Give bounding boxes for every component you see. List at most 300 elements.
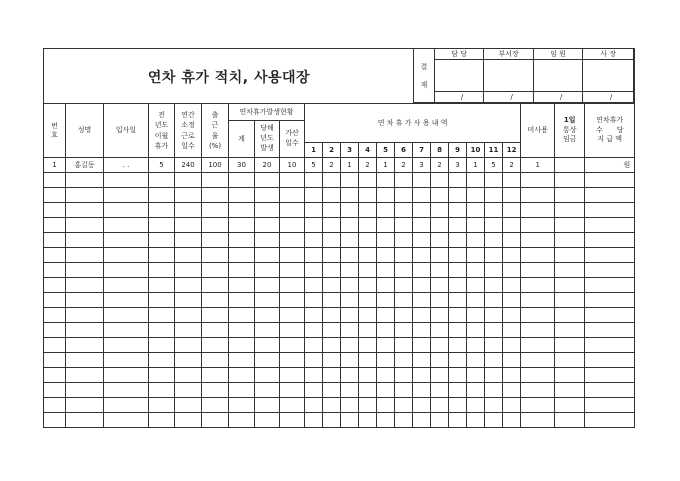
empty-cell[interactable]: [413, 263, 431, 278]
empty-cell[interactable]: [555, 308, 585, 323]
cell-month[interactable]: 2: [323, 158, 341, 173]
empty-cell[interactable]: [449, 413, 467, 428]
table-row[interactable]: [44, 293, 635, 308]
empty-cell[interactable]: [104, 218, 149, 233]
empty-cell[interactable]: [413, 338, 431, 353]
empty-cell[interactable]: [377, 278, 395, 293]
table-row[interactable]: [44, 188, 635, 203]
empty-cell[interactable]: [395, 413, 413, 428]
empty-cell[interactable]: [305, 383, 323, 398]
empty-cell[interactable]: [521, 308, 555, 323]
empty-cell[interactable]: [66, 398, 104, 413]
empty-cell[interactable]: [485, 233, 503, 248]
empty-cell[interactable]: [280, 248, 305, 263]
empty-cell[interactable]: [503, 368, 521, 383]
empty-cell[interactable]: [202, 278, 229, 293]
empty-cell[interactable]: [555, 338, 585, 353]
empty-cell[interactable]: [585, 188, 635, 203]
cell-month[interactable]: 1: [377, 158, 395, 173]
empty-cell[interactable]: [202, 218, 229, 233]
empty-cell[interactable]: [485, 263, 503, 278]
empty-cell[interactable]: [323, 263, 341, 278]
cell-daily-wage[interactable]: [555, 158, 585, 173]
empty-cell[interactable]: [44, 383, 66, 398]
empty-cell[interactable]: [555, 248, 585, 263]
empty-cell[interactable]: [305, 368, 323, 383]
empty-cell[interactable]: [449, 248, 467, 263]
empty-cell[interactable]: [377, 188, 395, 203]
table-row[interactable]: [44, 323, 635, 338]
empty-cell[interactable]: [377, 248, 395, 263]
empty-cell[interactable]: [255, 368, 280, 383]
empty-cell[interactable]: [323, 293, 341, 308]
empty-cell[interactable]: [555, 293, 585, 308]
empty-cell[interactable]: [305, 353, 323, 368]
empty-cell[interactable]: [485, 308, 503, 323]
cell-attendance[interactable]: 100: [202, 158, 229, 173]
empty-cell[interactable]: [503, 218, 521, 233]
empty-cell[interactable]: [229, 368, 255, 383]
empty-cell[interactable]: [255, 263, 280, 278]
empty-cell[interactable]: [202, 173, 229, 188]
empty-cell[interactable]: [359, 188, 377, 203]
empty-cell[interactable]: [66, 233, 104, 248]
empty-cell[interactable]: [341, 308, 359, 323]
empty-cell[interactable]: [395, 338, 413, 353]
empty-cell[interactable]: [431, 218, 449, 233]
empty-cell[interactable]: [413, 248, 431, 263]
empty-cell[interactable]: [449, 173, 467, 188]
empty-cell[interactable]: [431, 248, 449, 263]
empty-cell[interactable]: [377, 413, 395, 428]
empty-cell[interactable]: [359, 248, 377, 263]
empty-cell[interactable]: [555, 398, 585, 413]
empty-cell[interactable]: [149, 323, 175, 338]
empty-cell[interactable]: [255, 278, 280, 293]
empty-cell[interactable]: [467, 398, 485, 413]
empty-cell[interactable]: [229, 203, 255, 218]
empty-cell[interactable]: [280, 368, 305, 383]
empty-cell[interactable]: [229, 218, 255, 233]
empty-cell[interactable]: [521, 218, 555, 233]
empty-cell[interactable]: [44, 173, 66, 188]
empty-cell[interactable]: [229, 293, 255, 308]
cell-month[interactable]: 1: [341, 158, 359, 173]
empty-cell[interactable]: [377, 338, 395, 353]
empty-cell[interactable]: [149, 308, 175, 323]
empty-cell[interactable]: [485, 248, 503, 263]
empty-cell[interactable]: [305, 338, 323, 353]
empty-cell[interactable]: [229, 278, 255, 293]
empty-cell[interactable]: [503, 308, 521, 323]
empty-cell[interactable]: [449, 293, 467, 308]
empty-cell[interactable]: [485, 338, 503, 353]
empty-cell[interactable]: [255, 398, 280, 413]
empty-cell[interactable]: [431, 413, 449, 428]
empty-cell[interactable]: [431, 203, 449, 218]
empty-cell[interactable]: [104, 323, 149, 338]
empty-cell[interactable]: [104, 278, 149, 293]
empty-cell[interactable]: [395, 383, 413, 398]
table-row[interactable]: [44, 218, 635, 233]
empty-cell[interactable]: [44, 308, 66, 323]
empty-cell[interactable]: [359, 263, 377, 278]
empty-cell[interactable]: [280, 308, 305, 323]
empty-cell[interactable]: [104, 398, 149, 413]
empty-cell[interactable]: [341, 263, 359, 278]
empty-cell[interactable]: [305, 413, 323, 428]
empty-cell[interactable]: [359, 368, 377, 383]
empty-cell[interactable]: [555, 218, 585, 233]
empty-cell[interactable]: [585, 278, 635, 293]
empty-cell[interactable]: [280, 278, 305, 293]
empty-cell[interactable]: [359, 413, 377, 428]
empty-cell[interactable]: [202, 263, 229, 278]
empty-cell[interactable]: [485, 368, 503, 383]
empty-cell[interactable]: [467, 368, 485, 383]
empty-cell[interactable]: [377, 173, 395, 188]
cell-prev-year[interactable]: 5: [149, 158, 175, 173]
empty-cell[interactable]: [323, 338, 341, 353]
empty-cell[interactable]: [555, 278, 585, 293]
empty-cell[interactable]: [467, 323, 485, 338]
cell-month[interactable]: 2: [359, 158, 377, 173]
empty-cell[interactable]: [585, 293, 635, 308]
cell-month[interactable]: 5: [485, 158, 503, 173]
empty-cell[interactable]: [229, 173, 255, 188]
empty-cell[interactable]: [585, 248, 635, 263]
empty-cell[interactable]: [485, 323, 503, 338]
empty-cell[interactable]: [341, 173, 359, 188]
empty-cell[interactable]: [449, 398, 467, 413]
empty-cell[interactable]: [202, 338, 229, 353]
empty-cell[interactable]: [521, 398, 555, 413]
empty-cell[interactable]: [323, 353, 341, 368]
empty-cell[interactable]: [202, 293, 229, 308]
empty-cell[interactable]: [431, 293, 449, 308]
empty-cell[interactable]: [431, 233, 449, 248]
empty-cell[interactable]: [229, 308, 255, 323]
empty-cell[interactable]: [431, 173, 449, 188]
empty-cell[interactable]: [485, 188, 503, 203]
empty-cell[interactable]: [104, 203, 149, 218]
empty-cell[interactable]: [555, 188, 585, 203]
empty-cell[interactable]: [585, 323, 635, 338]
empty-cell[interactable]: [359, 353, 377, 368]
empty-cell[interactable]: [359, 338, 377, 353]
empty-cell[interactable]: [359, 173, 377, 188]
table-row[interactable]: [44, 278, 635, 293]
empty-cell[interactable]: [555, 353, 585, 368]
empty-cell[interactable]: [255, 188, 280, 203]
empty-cell[interactable]: [149, 218, 175, 233]
empty-cell[interactable]: [431, 338, 449, 353]
empty-cell[interactable]: [341, 353, 359, 368]
empty-cell[interactable]: [280, 188, 305, 203]
empty-cell[interactable]: [467, 218, 485, 233]
empty-cell[interactable]: [377, 263, 395, 278]
empty-cell[interactable]: [149, 233, 175, 248]
empty-cell[interactable]: [503, 413, 521, 428]
empty-cell[interactable]: [485, 413, 503, 428]
empty-cell[interactable]: [395, 218, 413, 233]
empty-cell[interactable]: [395, 233, 413, 248]
empty-cell[interactable]: [555, 173, 585, 188]
empty-cell[interactable]: [175, 263, 202, 278]
empty-cell[interactable]: [149, 383, 175, 398]
empty-cell[interactable]: [305, 188, 323, 203]
empty-cell[interactable]: [359, 293, 377, 308]
empty-cell[interactable]: [229, 353, 255, 368]
signature-cell[interactable]: [583, 60, 634, 92]
empty-cell[interactable]: [555, 263, 585, 278]
empty-cell[interactable]: [255, 383, 280, 398]
empty-cell[interactable]: [255, 413, 280, 428]
empty-cell[interactable]: [229, 323, 255, 338]
empty-cell[interactable]: [280, 173, 305, 188]
empty-cell[interactable]: [255, 323, 280, 338]
empty-cell[interactable]: [44, 338, 66, 353]
empty-cell[interactable]: [44, 233, 66, 248]
empty-cell[interactable]: [555, 368, 585, 383]
table-row[interactable]: [44, 263, 635, 278]
empty-cell[interactable]: [66, 173, 104, 188]
empty-cell[interactable]: [503, 383, 521, 398]
empty-cell[interactable]: [585, 383, 635, 398]
empty-cell[interactable]: [341, 278, 359, 293]
empty-cell[interactable]: [431, 323, 449, 338]
empty-cell[interactable]: [341, 398, 359, 413]
empty-cell[interactable]: [202, 383, 229, 398]
empty-cell[interactable]: [431, 398, 449, 413]
cell-occ-total[interactable]: 30: [229, 158, 255, 173]
empty-cell[interactable]: [341, 293, 359, 308]
empty-cell[interactable]: [503, 263, 521, 278]
empty-cell[interactable]: [44, 248, 66, 263]
empty-cell[interactable]: [255, 353, 280, 368]
table-row[interactable]: [44, 158, 635, 173]
table-row[interactable]: [44, 353, 635, 368]
empty-cell[interactable]: [413, 233, 431, 248]
empty-cell[interactable]: [521, 323, 555, 338]
empty-cell[interactable]: [395, 368, 413, 383]
signature-cell[interactable]: [434, 60, 484, 92]
empty-cell[interactable]: [467, 308, 485, 323]
empty-cell[interactable]: [66, 218, 104, 233]
empty-cell[interactable]: [149, 338, 175, 353]
empty-cell[interactable]: [467, 338, 485, 353]
cell-month[interactable]: 2: [503, 158, 521, 173]
empty-cell[interactable]: [555, 233, 585, 248]
empty-cell[interactable]: [431, 383, 449, 398]
empty-cell[interactable]: [175, 323, 202, 338]
empty-cell[interactable]: [377, 203, 395, 218]
table-row[interactable]: [44, 233, 635, 248]
sign-date-cell[interactable]: /: [583, 92, 634, 103]
empty-cell[interactable]: [413, 278, 431, 293]
empty-cell[interactable]: [341, 218, 359, 233]
empty-cell[interactable]: [467, 353, 485, 368]
empty-cell[interactable]: [175, 413, 202, 428]
table-row[interactable]: [44, 368, 635, 383]
empty-cell[interactable]: [413, 218, 431, 233]
cell-month[interactable]: 3: [449, 158, 467, 173]
empty-cell[interactable]: [305, 233, 323, 248]
empty-cell[interactable]: [341, 338, 359, 353]
empty-cell[interactable]: [305, 263, 323, 278]
empty-cell[interactable]: [305, 398, 323, 413]
empty-cell[interactable]: [485, 203, 503, 218]
empty-cell[interactable]: [175, 173, 202, 188]
empty-cell[interactable]: [66, 308, 104, 323]
cell-allowance[interactable]: 원: [585, 158, 635, 173]
empty-cell[interactable]: [255, 203, 280, 218]
empty-cell[interactable]: [66, 338, 104, 353]
cell-unused[interactable]: 1: [521, 158, 555, 173]
table-row[interactable]: [44, 383, 635, 398]
empty-cell[interactable]: [377, 308, 395, 323]
empty-cell[interactable]: [305, 203, 323, 218]
empty-cell[interactable]: [467, 173, 485, 188]
empty-cell[interactable]: [175, 383, 202, 398]
empty-cell[interactable]: [395, 248, 413, 263]
empty-cell[interactable]: [485, 293, 503, 308]
empty-cell[interactable]: [485, 383, 503, 398]
empty-cell[interactable]: [175, 233, 202, 248]
empty-cell[interactable]: [503, 203, 521, 218]
empty-cell[interactable]: [44, 413, 66, 428]
empty-cell[interactable]: [521, 383, 555, 398]
table-row[interactable]: [44, 203, 635, 218]
empty-cell[interactable]: [280, 203, 305, 218]
empty-cell[interactable]: [521, 203, 555, 218]
empty-cell[interactable]: [359, 323, 377, 338]
empty-cell[interactable]: [377, 218, 395, 233]
empty-cell[interactable]: [255, 218, 280, 233]
empty-cell[interactable]: [467, 383, 485, 398]
empty-cell[interactable]: [431, 368, 449, 383]
empty-cell[interactable]: [323, 248, 341, 263]
empty-cell[interactable]: [341, 368, 359, 383]
empty-cell[interactable]: [359, 203, 377, 218]
empty-cell[interactable]: [44, 293, 66, 308]
empty-cell[interactable]: [449, 353, 467, 368]
empty-cell[interactable]: [229, 338, 255, 353]
empty-cell[interactable]: [395, 293, 413, 308]
empty-cell[interactable]: [44, 368, 66, 383]
empty-cell[interactable]: [377, 368, 395, 383]
empty-cell[interactable]: [255, 338, 280, 353]
empty-cell[interactable]: [202, 308, 229, 323]
empty-cell[interactable]: [467, 278, 485, 293]
empty-cell[interactable]: [449, 263, 467, 278]
empty-cell[interactable]: [66, 188, 104, 203]
empty-cell[interactable]: [66, 278, 104, 293]
empty-cell[interactable]: [503, 398, 521, 413]
empty-cell[interactable]: [449, 203, 467, 218]
empty-cell[interactable]: [413, 323, 431, 338]
empty-cell[interactable]: [255, 233, 280, 248]
empty-cell[interactable]: [229, 233, 255, 248]
empty-cell[interactable]: [521, 293, 555, 308]
empty-cell[interactable]: [305, 278, 323, 293]
empty-cell[interactable]: [323, 218, 341, 233]
empty-cell[interactable]: [377, 293, 395, 308]
empty-cell[interactable]: [449, 383, 467, 398]
empty-cell[interactable]: [449, 323, 467, 338]
empty-cell[interactable]: [175, 353, 202, 368]
empty-cell[interactable]: [467, 263, 485, 278]
empty-cell[interactable]: [66, 263, 104, 278]
empty-cell[interactable]: [555, 383, 585, 398]
cell-month[interactable]: 5: [305, 158, 323, 173]
empty-cell[interactable]: [255, 293, 280, 308]
empty-cell[interactable]: [413, 398, 431, 413]
empty-cell[interactable]: [229, 248, 255, 263]
empty-cell[interactable]: [341, 248, 359, 263]
cell-occ-this-year[interactable]: 20: [255, 158, 280, 173]
empty-cell[interactable]: [280, 383, 305, 398]
empty-cell[interactable]: [175, 308, 202, 323]
table-row[interactable]: [44, 398, 635, 413]
empty-cell[interactable]: [521, 338, 555, 353]
empty-cell[interactable]: [66, 353, 104, 368]
empty-cell[interactable]: [585, 398, 635, 413]
empty-cell[interactable]: [585, 173, 635, 188]
empty-cell[interactable]: [585, 233, 635, 248]
empty-cell[interactable]: [485, 353, 503, 368]
empty-cell[interactable]: [305, 293, 323, 308]
empty-cell[interactable]: [202, 203, 229, 218]
empty-cell[interactable]: [341, 383, 359, 398]
empty-cell[interactable]: [503, 323, 521, 338]
empty-cell[interactable]: [202, 233, 229, 248]
empty-cell[interactable]: [149, 353, 175, 368]
empty-cell[interactable]: [255, 248, 280, 263]
empty-cell[interactable]: [305, 248, 323, 263]
empty-cell[interactable]: [149, 173, 175, 188]
empty-cell[interactable]: [202, 353, 229, 368]
empty-cell[interactable]: [395, 323, 413, 338]
empty-cell[interactable]: [503, 188, 521, 203]
empty-cell[interactable]: [467, 233, 485, 248]
empty-cell[interactable]: [305, 308, 323, 323]
empty-cell[interactable]: [413, 293, 431, 308]
empty-cell[interactable]: [305, 218, 323, 233]
empty-cell[interactable]: [323, 398, 341, 413]
empty-cell[interactable]: [280, 413, 305, 428]
empty-cell[interactable]: [149, 188, 175, 203]
empty-cell[interactable]: [44, 263, 66, 278]
signature-cell[interactable]: [533, 60, 583, 92]
empty-cell[interactable]: [202, 248, 229, 263]
empty-cell[interactable]: [449, 233, 467, 248]
empty-cell[interactable]: [104, 308, 149, 323]
empty-cell[interactable]: [255, 173, 280, 188]
empty-cell[interactable]: [395, 398, 413, 413]
empty-cell[interactable]: [66, 203, 104, 218]
empty-cell[interactable]: [323, 308, 341, 323]
empty-cell[interactable]: [431, 188, 449, 203]
empty-cell[interactable]: [521, 263, 555, 278]
empty-cell[interactable]: [323, 323, 341, 338]
cell-month[interactable]: 2: [431, 158, 449, 173]
empty-cell[interactable]: [104, 248, 149, 263]
table-row[interactable]: [44, 308, 635, 323]
empty-cell[interactable]: [202, 398, 229, 413]
empty-cell[interactable]: [341, 233, 359, 248]
empty-cell[interactable]: [305, 323, 323, 338]
